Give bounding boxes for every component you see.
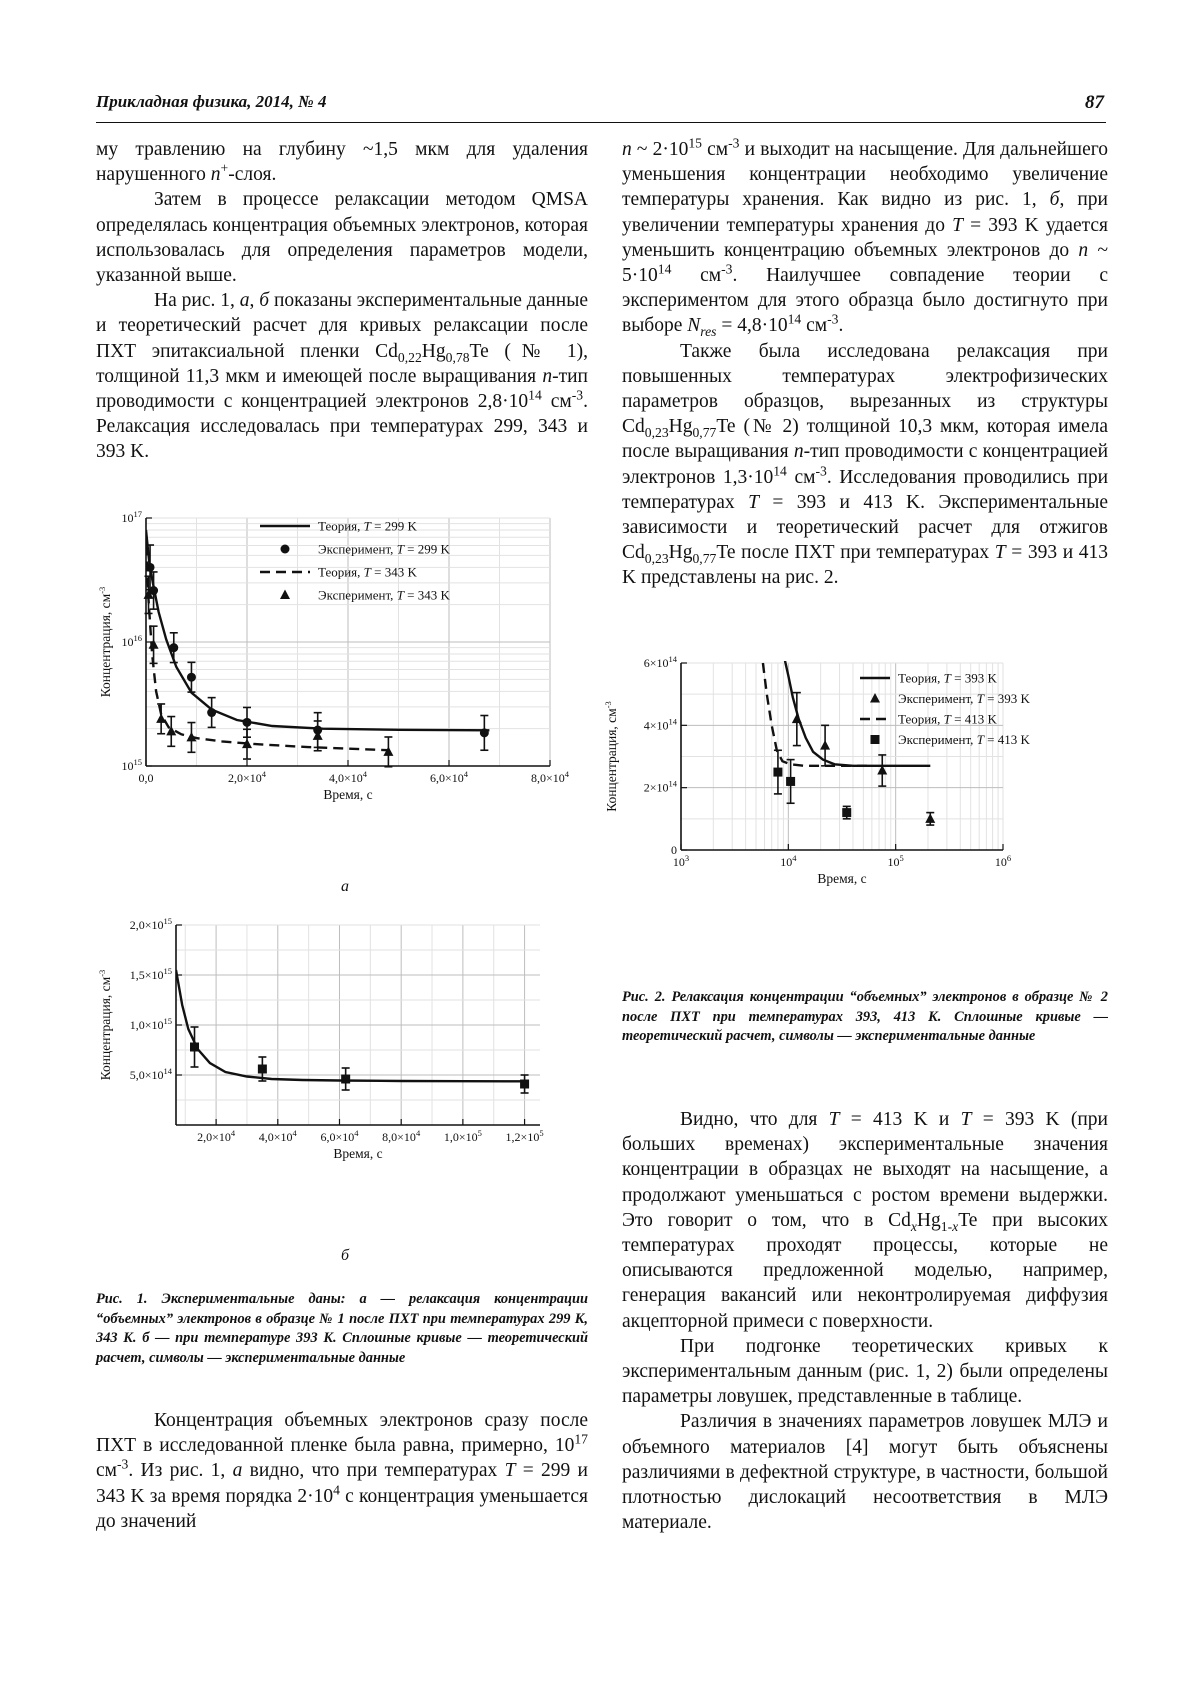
y-tick-label: $10^{15}$ [121, 757, 142, 773]
y-tick-label: $5,0\times 10^{14}$ [129, 1066, 172, 1082]
legend-label: Эксперимент, T = 393 K [898, 691, 1030, 706]
y-tick-label: $1,5\times 10^{15}$ [129, 966, 172, 982]
right-paragraph-4: При подгонке теоретических кривых к экспериментальным данным (рис. 1, 2) были определены параметры ловушек, представленные в таблице. [622, 1335, 1108, 1408]
y-tick-label: 0 [671, 843, 677, 857]
legend-marker [281, 545, 290, 554]
y-tick-label: $10^{16}$ [121, 633, 142, 649]
x-tick-label: $6,0\times 10^4$ [429, 769, 469, 785]
right-paragraph-2: Также была исследована релаксация при повышенных температурах электрофизических параметров образцов, вырезанных из структуры $Cd_{0,23}Hg_{0,77}Te$ (№ 2) толщиной 10,3 мкм, которая имела после выращивания n-тип проводимости с концентрацией электронов $1,3\cdot 10^{14}$ $см^{-3}$. Исследования проводились при температурах T = 393 и 413 K. Экспериментальные зависимости и теоретический расчет для отжигов $Cd_{0,23}Hg_{0,77}Te$ после ПХТ при температурах T = 393 и 413 K представлены на рис. 2. [622, 340, 1109, 589]
y-tick-label: $1,0\times 10^{15}$ [129, 1016, 172, 1032]
y-axis-label: Концентрация, $см^{-3}$ [603, 701, 619, 812]
data-point [842, 808, 851, 817]
legend-label: Эксперимент, T = 299 K [318, 541, 450, 557]
left-paragraph-3: На рис. 1, а, б показаны экспериментальные данные и теоретический расчет для кривых релаксации после ПХТ эпитаксиальной пленки $Cd_{0,22}Hg_{0,78}Te$ (№ 1), толщиной 11,3 мкм и имеющей после выращивания n-тип проводимости с концентрацией электронов $2,8\cdot 10^{14}$ $см^{-3}$. Релаксация исследовалась при температурах 299, 343 и 393 K. [96, 290, 588, 463]
figure-1a-label: а [341, 878, 349, 895]
x-axis-label: Время, с [333, 1146, 383, 1161]
right-column-bottom [622, 1107, 1108, 1535]
x-tick-label: $4,0\times 10^4$ [328, 769, 368, 785]
legend-label: Эксперимент, T = 343 K [318, 587, 450, 603]
data-point [207, 708, 216, 717]
y-tick-label: $6\times 10^{14}$ [643, 654, 677, 670]
x-tick-label: $8,0\times 10^4$ [530, 769, 570, 785]
right-paragraph-5: Различия в значениях параметров ловушек МЛЭ и объемного материалов [4] могут быть объяснены различиями в дефектной структуре, в частности, большой плотностью дислокаций несоответствия в МЛЭ материале. [622, 1411, 1108, 1534]
x-tick-label: $10^5$ [887, 853, 904, 869]
x-tick-label: $2,0\times 10^4$ [227, 769, 267, 785]
left-column-bottom [96, 1408, 588, 1534]
right-column-top [622, 137, 1108, 591]
x-tick-label: 0,0 [138, 771, 154, 785]
legend-label: Теория, T = 343 K [318, 564, 417, 580]
y-axis-label: Концентрация, $см^{-3}$ [97, 969, 113, 1081]
right-paragraph-3: Видно, что для T = 413 K и T = 393 K (при больших временах) экспериментальные значения концентрации в образцах не выходят на насыщение, а продолжают уменьшаться с ростом времени выдержки. Это говорит о том, что в $Cd_xHg_{1-x}Te$ при высоких температурах проходят процессы, которые не описываются предложенной моделью, например, генерация вакансий или неконтролируемая диффузия акцепторной примеси с поверхности. [622, 1109, 1108, 1332]
x-tick-label: $1,2\times 10^5$ [505, 1128, 544, 1144]
header-rule [96, 122, 1106, 123]
data-point [773, 768, 782, 777]
x-tick-label: $10^4$ [780, 853, 797, 869]
data-point [187, 673, 196, 682]
figure-2-plot-group [603, 654, 1031, 886]
figure-1-caption: Рис. 1. Экспериментальные даны: а — релаксация концентрации “объемных” электронов в образце № 1 после ПХТ при температурах 299 K, 343 K. б — при температуре 393 K. Сплошные кривые — теоретический расчет, символы — экспериментальные данные [96, 1291, 588, 1366]
legend-label: Теория, T = 299 K [318, 518, 417, 534]
figure-1a-chart [96, 509, 596, 898]
data-point [925, 813, 935, 823]
x-tick-label: $10^6$ [994, 853, 1012, 869]
left-paragraph-4: Концентрация объемных электронов сразу после ПХТ в исследованной пленке была равна, примерно, $10^{17}$ $см^{-3}$. Из рис. 1, а видно, что при температурах T = 299 и 343 K за время порядка $2\cdot 10^4$ с концентрация уменьшается до значений [96, 1410, 588, 1532]
y-tick-label: $2\times 10^{14}$ [643, 778, 677, 795]
x-tick-label: $4,0\times 10^4$ [258, 1128, 297, 1144]
left-paragraph-2: Затем в процессе релаксации методом QMSA определялась концентрация объемных электронов, которая использовалась для определения параметров модели, указанной выше. [96, 189, 588, 287]
x-tick-label: $2,0\times 10^4$ [197, 1128, 236, 1144]
figure-2-chart [603, 650, 1116, 970]
series-line-0 [176, 970, 525, 1081]
left-column-top [96, 137, 588, 465]
data-point [243, 718, 252, 727]
journal-header: Прикладная физика, 2014, № 4 [96, 92, 327, 111]
data-point [149, 639, 159, 649]
x-tick-label: $8,0\times 10^4$ [382, 1128, 421, 1144]
figure-1b-chart [96, 916, 596, 1265]
y-axis-label: Концентрация, $см^{-3}$ [97, 586, 113, 698]
legend-label: Теория, T = 413 K [898, 711, 997, 727]
data-point [156, 713, 166, 723]
data-point [341, 1075, 350, 1084]
y-tick-label: $4\times 10^{14}$ [643, 716, 677, 733]
legend-marker [871, 735, 880, 744]
right-paragraph-1: n ~ $2\cdot 10^{15}$ $см^{-3}$ и выходит на насыщение. Для дальнейшего уменьшения концентрации необходимо увеличение температуры хранения. Как видно из рис. 1, б, при увеличении температуры хранения до T = 393 K удается уменьшить концентрацию объемных электронов до n ~ $5\cdot 10^{14}$ $см^{-3}$. Наилучшее совпадение теории с экспериментом для этого образца было достигнуто при выборе $N_{res} = 4,8\cdot 10^{14}$ $см^{-3}$. [622, 135, 1109, 340]
y-tick-label: $2,0\times 10^{15}$ [129, 916, 172, 932]
legend-marker [280, 590, 290, 600]
data-point [786, 777, 795, 786]
x-axis-label: Время, с [323, 787, 373, 802]
legend-label: Теория, T = 393 K [898, 670, 997, 686]
data-point [169, 643, 178, 652]
y-tick-label: $10^{17}$ [121, 509, 142, 525]
data-point [258, 1065, 267, 1074]
legend-label: Эксперимент, T = 413 K [898, 732, 1030, 747]
data-point [480, 728, 489, 737]
figure-2-caption: Рис. 2. Релаксация концентрации “объемных” электронов в образце № 2 после ПХТ при температурах 393, 413 K. Сплошные кривые — теоретический расчет, символы — экспериментальные данные [622, 989, 1108, 1044]
data-point [820, 740, 830, 750]
x-axis-label: Время, с [817, 871, 867, 886]
x-tick-label: $10^3$ [672, 853, 690, 869]
data-point [792, 714, 802, 724]
x-tick-label: $1,0\times 10^5$ [443, 1128, 482, 1144]
data-point [190, 1043, 199, 1052]
series-line-0 [146, 530, 489, 730]
left-paragraph-1: му травлению на глубину ~1,5 мкм для удаления нарушенного n+-слоя. [96, 139, 588, 186]
x-tick-label: $6,0\times 10^4$ [320, 1128, 359, 1144]
data-point [520, 1080, 529, 1089]
figure-1b-label: б [340, 1247, 350, 1264]
page-number: 87 [1085, 92, 1104, 113]
